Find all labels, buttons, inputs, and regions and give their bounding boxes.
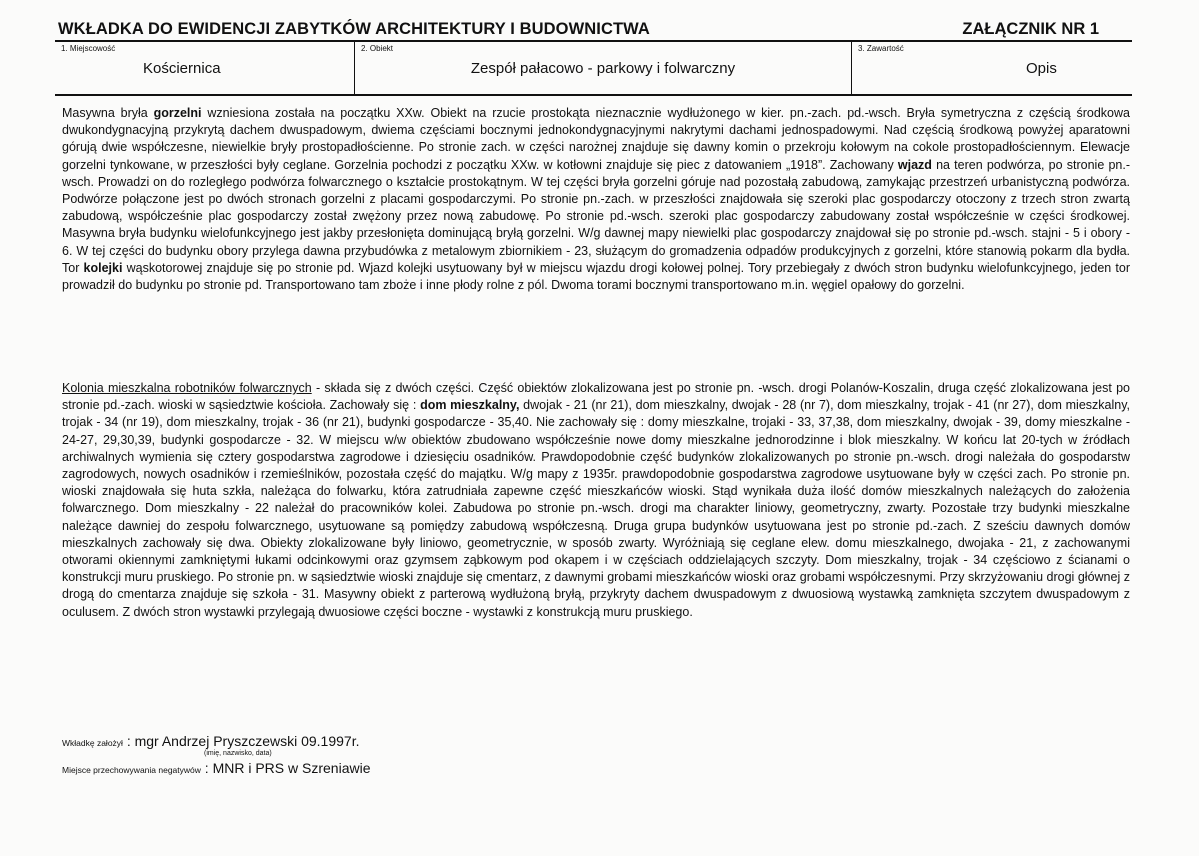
- field-content-value: Opis: [1026, 60, 1057, 77]
- text-run: wąskotorowej znajduje się po stronie pd. Wjazd kolejki usytuowany był w miejscu wjazdu drogi kołowej polnej. Tory przebiegały z dwóch stron budynku wielofunkcyjnego, jeden tor prowadził do budynku po stronie pd. Transportowano tam zboże i inne płody rolne z pól. Dwoma torami bocznymi transportowano m.in. węgiel opałowy do gorzelni.: [62, 260, 1131, 293]
- form-title: WKŁADKA DO EWIDENCJI ZABYTKÓW ARCHITEKTURY I BUDOWNICTWA: [58, 20, 650, 38]
- field-locality-label: 1. Miejscowość: [61, 44, 116, 53]
- header-fields: [55, 40, 1132, 96]
- annex-number: ZAŁĄCZNIK NR 1: [962, 20, 1099, 38]
- text-bold: gorzelni: [153, 106, 202, 120]
- storage-line: [62, 760, 371, 776]
- field-locality-value: Kościernica: [143, 60, 221, 77]
- text-run: wzniesiona została na początku XXw. Obiekt na rzucie prostokąta nieznacznie wydłużonego w kier. pn.-zach. pd.-wsch. Bryła symetryczna z częścią środkowa dwukondygnacyjną przykrytą dachem dwuspadowym, dwiema częściami bocznymi jednokondygnacyjnymi nakrytymi dachami jednospadowymi. Nad częścią środkową powyżej aparatowni górują dwie współczesne, niewielkie bryły prostopadłościenne. Po stronie zach. w części narożnej znajduje się dawny komin o przekroju kołowym na cokole prostopadłościennym. Elewacje gorzelni tynkowane, w przeszłości były ceglane. Gorzelnia pochodzi z początku XXw. w kotłowni znajduje się piec z datowaniem „1918”. Zachowany: [62, 106, 1130, 172]
- author-label: Wkładkę założył: [62, 738, 123, 748]
- distillery-paragraph: [62, 105, 1130, 294]
- text-run: - składa się z dwóch części. Część obiektów zlokalizowana jest po stronie pn. -wsch. drogi Polanów-Koszalin, druga część zlokalizowana jest po stronie pd.-zach. wioski w sąsiedztwie kościoła. Zachowały się :: [62, 381, 1130, 413]
- text-run: Masywna bryła: [62, 106, 154, 120]
- author-hint: (imię, nazwisko, data): [204, 750, 272, 757]
- text-bold: wjazd: [897, 157, 932, 172]
- text-bold: kolejki: [83, 260, 123, 275]
- field-object-value: Zespół pałacowo - parkowy i folwarczny: [470, 60, 736, 77]
- text-run: na teren podwórza, po stronie pn.-wsch. Prowadzi on do rozległego podwórza folwarcznego o kształcie prostokątnym. W tej części bryła gorzelni góruje nad pozostałą zabudową, zamykając przestrzeń urbanistyczną podwórza. Podwórze połączone jest po dwóch stronach gorzelni z placami gospodarczymi. Po stronie pn.-zach. w przeszłości znajdowała się szeroki plac gospodarczy otoczony z trzech stron zwartą zabudową, współcześnie plac gospodarczy został zwężony przez nową zabudowę. Po stronie pd.-wsch. szeroki plac gospodarczy zabudowany został współcześnie w części środkowej. Masywna bryła budynku wielofunkcyjnego jest jakby przesłonięta dominującą bryłą gorzelni. W/g dawnej mapy niewielki plac gospodarczy znajdował się po stronie pd.-wsch. stajni - 5 i obory - 6. W tej części do budynku obory przylega dawna przybudówka z metalowym zbiornikiem - 23, służącym do gromadzenia odpadów produkcyjnych z gorzelni, które stanowią pokarm dla bydła. Tor: [62, 157, 1130, 275]
- author-value: : mgr Andrzej Pryszczewski 09.1997r.: [126, 733, 360, 749]
- section-heading: Kolonia mieszkalna robotników folwarcznych: [62, 381, 312, 395]
- field-content: [852, 42, 1132, 94]
- field-content-label: 3. Zawartość: [858, 44, 904, 53]
- storage-value: : MNR i PRS w Szreniawie: [204, 760, 371, 776]
- field-object-label: 2. Obiekt: [361, 44, 394, 53]
- colony-paragraph: [62, 380, 1130, 621]
- text-run: dwojak - 21 (nr 21), dom mieszkalny, dwojak - 28 (nr 7), dom mieszkalny, trojak - 41 (nr 27), dom mieszkalny, trojak - 34 (nr 19), dom mieszkalny, trojak - 36 (nr 21), budynki gospodarcze - 35,40. Nie zachowały się : domy mieszkalne, trojaki - 33, 37,38, dom mieszkalny, dwojak - 39, domy mieszkalne - 24-27, 29,30,39, budynki gospodarcze - 32. W miejscu w/w obiektów zbudowano współcześnie nowe domy mieszkalne jednorodzinne i blok mieszkalny. W końcu lat 20-tych w źródłach archiwalnych wymienia się cztery gospodarstwa zagrodowe i dziesięciu osadników. Prawdopodobnie część budynków zlokalizowanych po stronie pn.-wsch. drogi należała do gospodarstw zagrodowych, nowych osadników i rzemieślników, pozostała część do majątku. W/g mapy z 1935r. prawdopodobnie gospodarstwa zagrodowe usytuowane były w części zach. Po stronie pn. wioski znajdowała się huta szkła, należąca do folwarku, która zatrudniała zapewne część mieszkańców wioski. Stąd wynikała duża ilość domów mieszkalnych należących do założenia folwarcznego. Dom mieszkalny - 22 należał do pracowników kolei. Zabudowa po stronie pn.-wsch. drogi ma charakter liniowy, geometryczny, zwarty. Pozostałe trzy budynki mieszkalne należące dawniej do zespołu folwarcznego, usytuowane są pomiędzy zabudową współczesną. Druga grupa budynków usytuowana jest po stronie pd.-zach. Z sześciu dawnych domów mieszkalnych zachowały się dwa. Obiekty zlokalizowane były liniowo, geometrycznie, w sposób zwarty. Wyróżniają się ceglane elew. domu mieszkalnego, dwojaka - 21, z zachowanymi otworami okiennymi zamkniętymi łukami odcinkowymi oraz gzymsem ząbkowym pod okapem i w częściach oddzielających szczyty. Dom mieszkalny, trojak - 34 częściowo z ścianami o konstrukcji muru pruskiego. Po stronie pn. w sąsiedztwie wioski znajduje się cmentarz, z dawnymi grobami mieszkańców wioski oraz grobami współczesnymi. Przy skrzyżowaniu drogi głównej z drogą do cmentarza znajduje się szkoła - 31. Masywny obiekt z parterową wydłużoną bryłą, przykryty dachem dwuspadowym z dwuosiową wystawką zamknięta szczytem dwuspadowym z oculusem. Z dwóch stron wystawki przylegają dwuosiowe części boczne - wystawki z konstrukcją muru pruskiego.: [62, 398, 1130, 619]
- text-bold: dom mieszkalny,: [420, 398, 520, 413]
- field-locality: [55, 42, 355, 94]
- storage-label: Miejsce przechowywania negatywów: [62, 765, 201, 775]
- author-line: [62, 733, 359, 749]
- field-object: [355, 42, 852, 94]
